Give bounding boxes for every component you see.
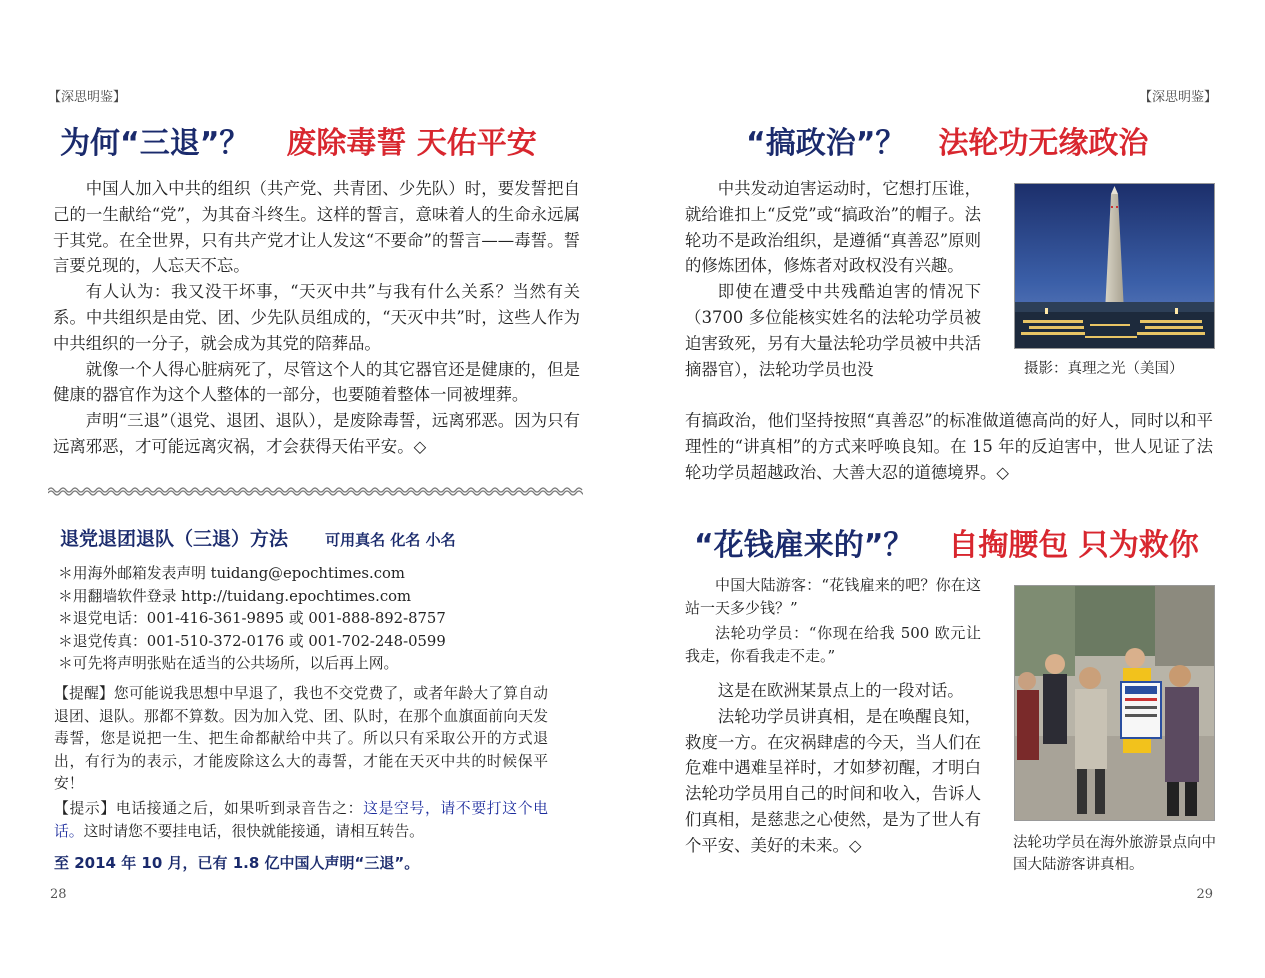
right-article-1-paragraph: 即使在遭受中共残酷迫害的情况下（3700 多位能核实姓名的法轮功学员被迫害致死，另有大量法轮功学员被中共活摘器官），法轮功学员也没 xyxy=(685,282,981,379)
right-headline-1 xyxy=(746,118,1148,162)
statistic-line: 至 2014 年 10 月，已有 1.8 亿中国人声明“三退”。 xyxy=(54,854,420,872)
dialogue-line: 中国大陆游客：“花钱雇来的吧？你在这站一天多少钱？” xyxy=(685,576,981,617)
method-email: ＊用海外邮箱发表声明 tuidang@epochtimes.com xyxy=(58,565,405,582)
wavy-divider xyxy=(48,484,583,496)
tip-label: 【提示】 xyxy=(54,800,116,817)
tip-block xyxy=(54,798,548,843)
method-subtitle: 可用真名 化名 小名 xyxy=(325,531,456,549)
right-article-1-wide xyxy=(685,408,1213,485)
right-article-2-paragraph: 这是在欧洲某景点上的一段对话。 xyxy=(717,681,964,700)
tip-text-highlight: 这是空号，请不要打这个电话。 xyxy=(54,800,548,840)
dialogue-line: 法轮功学员：“你现在给我 500 欧元让我走，你看我走不走。” xyxy=(685,624,981,665)
monument-photo xyxy=(1014,183,1215,349)
left-headline-answer: 废除毒誓 天佑平安 xyxy=(286,126,537,161)
dialogue-block xyxy=(685,574,981,667)
method-phone: ＊退党电话：001-416-361-9895 或 001-888-892-8757 xyxy=(58,610,446,627)
right-article-2-paragraph: 法轮功学员讲真相，是在唤醒良知，救度一方。在灾祸肆虐的今天，当人们在危难中遇难呈祥时，才如梦初醒，才明白法轮功学员用自己的时间和收入，告诉人们真相，是慈悲之心使然，是为了世人有个平安、美好的未来。◇ xyxy=(685,706,981,855)
left-article-paragraph: 中国人加入中共的组织（共产党、共青团、少先队）时，要发誓把自己的一生献给“党”，为其奋斗终生。这样的誓言，意味着人的生命永远属于其党。在全世界，只有共产党才让人发这“不要命”的誓言——毒誓。誓言要兑现的，人忘天不忘。 xyxy=(53,179,580,276)
left-article-paragraph: 就像一个人得心脏病死了，尽管这个人的其它器官还是健康的，但是健康的器官作为这个人整体的一部分，也要随着整体一同被埋葬。 xyxy=(53,359,580,405)
right-headline-2-question: “花钱雇来的”？ xyxy=(694,528,914,563)
left-article-paragraph: 有人认为：我又没干坏事，“天灭中共”与我有什么关系？当然有关系。中共组织是由党、团、少先队员组成的，“天灭中共”时，这些人作为中共组织的一分子，就会成为其党的陪葬品。 xyxy=(53,282,580,353)
right-article-1-narrow xyxy=(685,176,981,382)
right-headline-2 xyxy=(694,520,1199,564)
right-article-1-paragraph: 中共发动迫害运动时，它想打压谁，就给谁扣上“反党”或“搞政治”的帽子。法轮功不是政治组织，是遵循“真善忍”原则的修炼团体，修炼者对政权没有兴趣。 xyxy=(685,179,981,276)
left-headline xyxy=(60,118,537,162)
page-number-left: 28 xyxy=(50,887,67,902)
right-headline-1-answer: 法轮功无缘政治 xyxy=(938,126,1149,161)
tip-text: 这时请您不要挂电话，很快就能接通，请相互转告。 xyxy=(83,822,424,840)
right-article-1-paragraph: 有搞政治，他们坚持按照“真善忍”的标准做道德高尚的好人，同时以和平理性的“讲真相”的方式来呼唤良知。在 15 年的反迫害中，世人见证了法轮功学员超越政治、大善大忍的道德境界。◇ xyxy=(685,411,1213,482)
method-poster: ＊可先将声明张贴在适当的公共场所，以后再上网。 xyxy=(58,655,399,672)
section-tag-right: 【深思明鉴】 xyxy=(1138,90,1217,105)
left-headline-question: 为何“三退”？ xyxy=(60,126,250,161)
tourists-photo xyxy=(1014,585,1215,821)
right-article-2 xyxy=(685,678,981,859)
left-article-paragraph: 声明“三退”（退党、退团、退队），是废除毒誓，远离邪恶。因为只有远离邪恶，才可能远离灾祸，才会获得天佑平安。◇ xyxy=(53,411,580,456)
method-fax: ＊退党传真：001-510-372-0176 或 001-702-248-0599 xyxy=(58,632,446,650)
tourists-photo-caption: 法轮功学员在海外旅游景点向中国大陆游客讲真相。 xyxy=(1013,835,1216,873)
method-title: 退党退团退队（三退）方法 xyxy=(60,528,289,550)
tip-text: 电话接通之后，如果听到录音告之： xyxy=(115,800,364,817)
right-headline-2-answer: 自掏腰包 只为救你 xyxy=(948,528,1199,563)
reminder-block xyxy=(54,683,548,796)
method-website: ＊用翻墙软件登录 http://tuidang.epochtimes.com xyxy=(58,587,412,605)
monument-photo-caption: 摄影：真理之光（美国） xyxy=(1024,361,1184,377)
method-list xyxy=(58,563,578,676)
page-number-right: 29 xyxy=(1196,887,1213,902)
method-heading xyxy=(60,524,456,551)
reminder-label: 【提醒】 xyxy=(54,685,114,702)
left-article xyxy=(53,176,580,460)
right-headline-1-question: “搞政治”？ xyxy=(746,126,906,161)
section-tag-left: 【深思明鉴】 xyxy=(48,90,127,105)
reminder-text: 您可能说我思想中早退了，我也不交党费了，或者年龄大了算自动退团、退队。那都不算数。因为加入党、团、队时，在那个血旗面前向天发毒誓，您是说把一生、把生命都献给中共了。所以只有采取公开的方式退出，有行为的表示，才能废除这么大的毒誓，才能在天灭中共的时候保平安！ xyxy=(54,685,548,792)
